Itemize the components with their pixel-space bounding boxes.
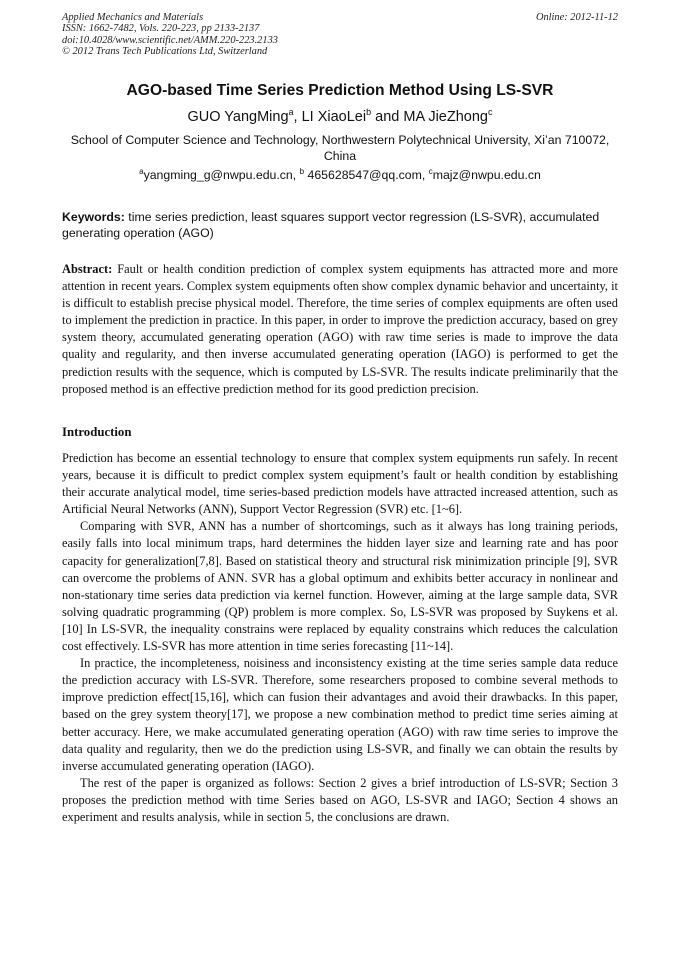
author-mark: b <box>366 107 372 117</box>
paragraph: In practice, the incompleteness, noisiness and inconsistency existing at the time series sample data reduce the prediction accuracy with LS-SVR. Therefore, some researchers proposed to combine several methods to improve prediction effect[15,16], which can fusion their advantages and avoid their drawbacks. In this paper, based on the grey system theory[17], we propose a new combination method to predict time series aiming at better accuracy. Here, we make accumulated generating operation (AGO) with raw time series to improve the data quality and regularity, then we do the prediction using LS-SVR, and finally we can obtain the results by inverse accumulated generating operation (IAGO). <box>62 656 618 773</box>
keywords-label: Keywords: <box>62 210 125 224</box>
email-mark: a <box>139 167 144 176</box>
introduction-body <box>62 450 618 826</box>
affiliation: School of Computer Science and Technology, Northwestern Polytechnical University, Xi’an 710072, China <box>70 133 610 163</box>
email-mark: b <box>299 167 305 176</box>
journal-header <box>62 12 618 58</box>
author-name: LI XiaoLei <box>301 108 367 125</box>
keywords-block <box>62 210 618 241</box>
email-address[interactable]: majz@nwpu.edu.cn <box>432 168 541 183</box>
paragraph: Prediction has become an essential technology to ensure that complex system equipments run safely. In recent years, because it is difficult to predict complex system equipment’s fault or health condition by establishing their accurate analytical model, time series-based prediction models have attracted increased attention, such as Artificial Neural Networks (ANN), Support Vector Regression (SVR) etc. [1~6]. <box>62 451 618 517</box>
email-address[interactable]: yangming_g@nwpu.edu.cn <box>143 168 293 183</box>
section-heading-introduction: Introduction <box>62 425 132 439</box>
email-mark: c <box>428 167 433 176</box>
author-list <box>62 107 618 125</box>
doi-line: doi:10.4028/www.scientific.net/AMM.220-223.2133 <box>62 34 278 46</box>
journal-name: Applied Mechanics and Materials <box>62 12 204 23</box>
online-date: Online: 2012-11-12 <box>535 12 618 23</box>
author-separator: , <box>293 108 302 125</box>
author-separator: and <box>371 108 404 125</box>
copyright-line: © 2012 Trans Tech Publications Ltd, Switzerland <box>62 46 268 58</box>
keywords-text: time series prediction, least squares support vector regression (LS-SVR), accumulated generating operation (AGO) <box>62 210 600 240</box>
author-name: MA JieZhong <box>403 108 488 125</box>
author-name: GUO YangMing <box>187 108 289 125</box>
author-mark: a <box>288 107 294 117</box>
author-mark: c <box>488 107 493 117</box>
issn-line: ISSN: 1662-7482, Vols. 220-223, pp 2133-2137 <box>62 23 260 35</box>
abstract-text: Fault or health condition prediction of complex system equipments has attracted more and more attention in recent years. Complex system equipments often show complex dynamic behavior and uncertainty, it is difficult to establish precise physical model. Therefore, the time series of complex equipments are often used to implement the prediction in practice. In this paper, in order to improve the prediction accuracy, based on grey system theory, accumulated generating operation (AGO) with raw time series is made to improve the data quality and regularity, and then inverse accumulated generating operation (IAGO) is performed to get the prediction results with the sequence, which is computed by LS-SVR. The results indicate preliminarily that the proposed method is an effective prediction method for its good prediction precision. <box>62 262 618 396</box>
paragraph: The rest of the paper is organized as follows: Section 2 gives a brief introduction of LS-SVR; Section 3 proposes the prediction method with time Series based on AGO, LS-SVR and IAGO; Section 4 shows an experiment and results analysis, while in section 5, the conclusions are drawn. <box>62 775 618 824</box>
paper-title: AGO-based Time Series Prediction Method Using LS-SVR <box>126 82 554 99</box>
paragraph: Comparing with SVR, ANN has a number of shortcomings, such as it always has long training periods, easily falls into local minimum traps, hard determines the hidden layer size and learning rate and has poor capacity for generalization[7,8]. Based on statistical theory and structural risk minimization principle [9], SVR can overcome the problems of ANN. SVR has a global optimum and exhibits better accuracy in nonlinear and non-stationary time series data prediction via kernel function. However, aiming at the large sample data, SVR solving quadratic programming (QP) problem is more complex. So, LS-SVR was proposed by Suykens et al.[10] In LS-SVR, the inequality constrains were replaced by equality constrains which reduces the calculation cost effectively. LS-SVR has more attention in time series forecasting [11~14]. <box>62 519 618 654</box>
abstract-label: Abstract: <box>62 262 113 276</box>
email-list: $^a$yangming_g@nwpu.edu.cn, $^b$ 465628547@qq.com, $^c$majz@nwpu.edu.cn <box>139 167 541 183</box>
email-address[interactable]: 465628547@qq.com <box>307 168 422 183</box>
abstract-block <box>62 261 618 398</box>
